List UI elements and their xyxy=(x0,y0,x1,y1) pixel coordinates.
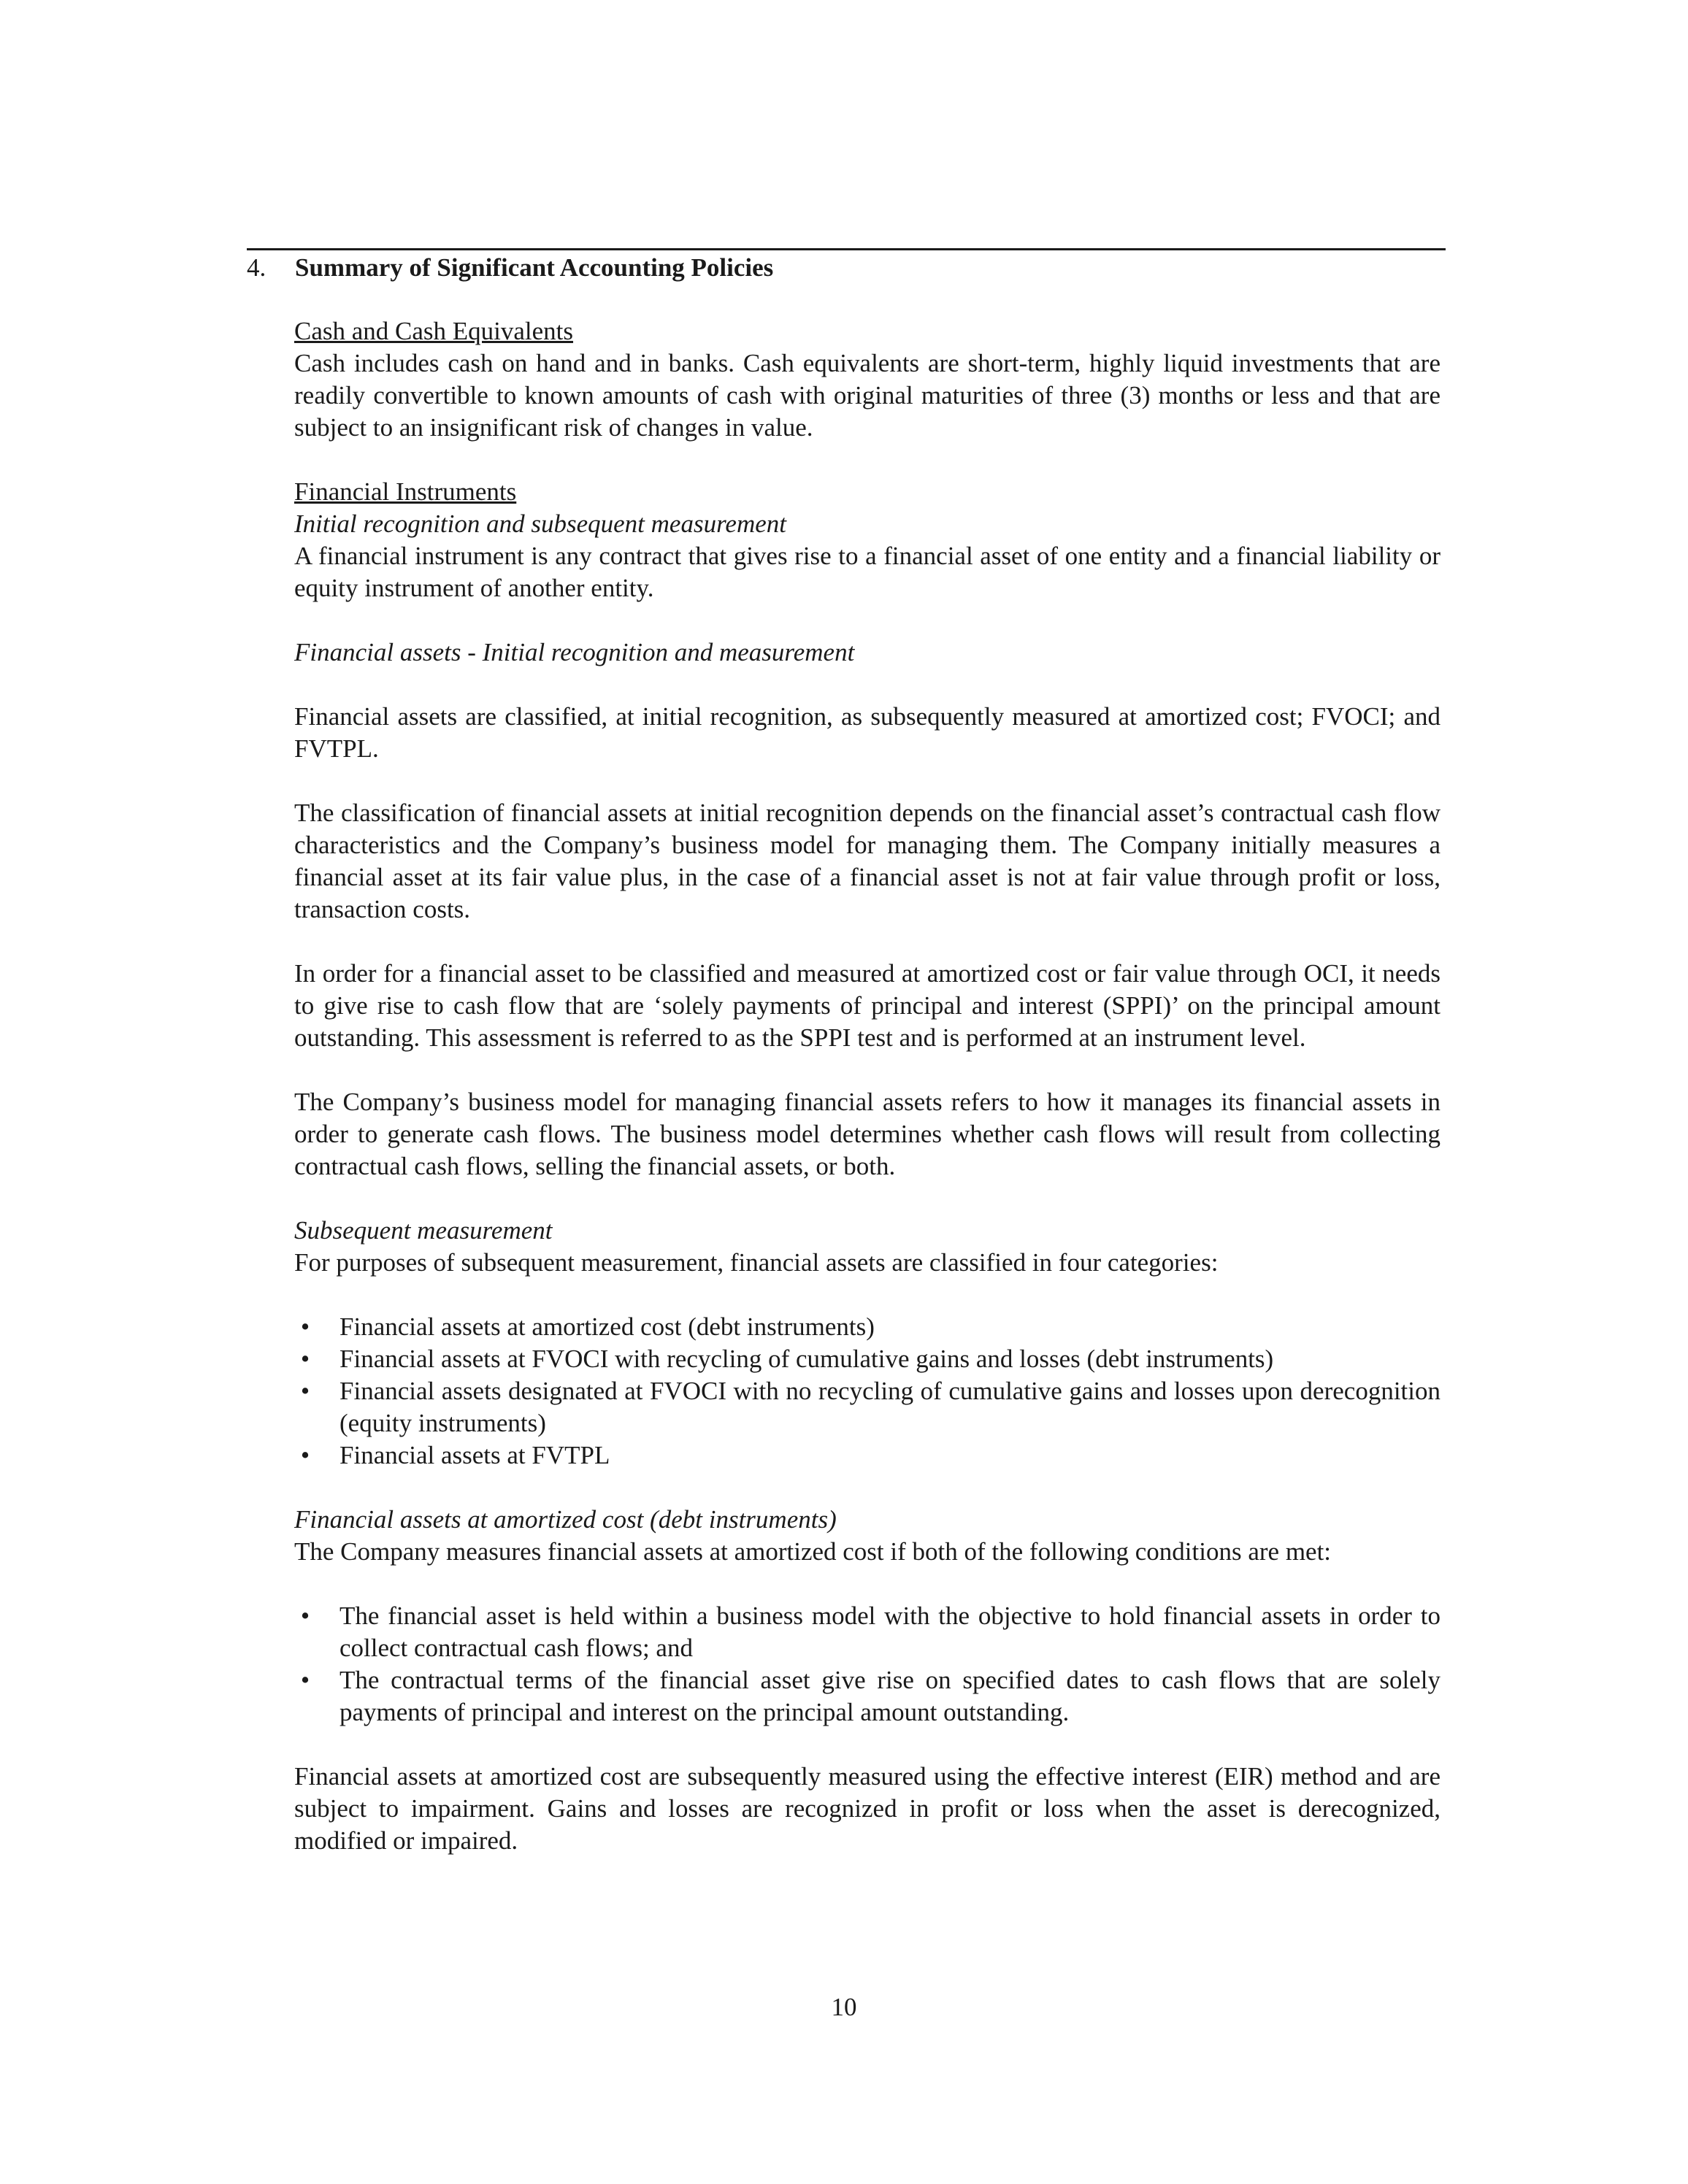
instruments-body: A financial instrument is any contract that gives rise to a financial asset of one entity and a financial liability or equity instrument of another entity. xyxy=(294,542,1440,602)
list-item: • Financial assets at amortized cost (debt instruments) xyxy=(294,1311,1440,1343)
subsequent-intro: For purposes of subsequent measurement, financial assets are classified in four categories: xyxy=(294,1248,1219,1277)
bullet-icon: • xyxy=(300,1602,310,1630)
amortized-subheading: Financial assets at amortized cost (debt instruments) xyxy=(294,1505,837,1534)
list-item: • Financial assets at FVOCI with recycling of cumulative gains and losses (debt instruments) xyxy=(294,1343,1440,1375)
list-item: • Financial assets designated at FVOCI with no recycling of cumulative gains and losses upon derecognition (equity instruments) xyxy=(294,1375,1440,1439)
assets-initial-paragraph-2: The classification of financial assets at initial recognition depends on the financial asset’s contractual cash flow characteristics and the Company’s business model for managing them. The Company initially measures a financial asset at its fair value plus, in the case of a financial asset is not at fair value through profit or loss, transaction costs. xyxy=(294,799,1440,923)
section-title: Summary of Significant Accounting Policies xyxy=(295,253,774,282)
cash-body: Cash includes cash on hand and in banks. Cash equivalents are short-term, highly liquid investments that are readily convertible to known amounts of cash with original maturities of three (3) months or less and that are subject to an insignificant risk of changes in value. xyxy=(294,349,1440,442)
section-heading xyxy=(247,252,1446,284)
bullet-icon: • xyxy=(300,1312,310,1341)
cash-heading: Cash and Cash Equivalents xyxy=(294,317,574,345)
assets-initial-subheading: Financial assets - Initial recognition and measurement xyxy=(294,638,855,666)
list-item: • The financial asset is held within a business model with the objective to hold financial assets in order to collect contractual cash flows; and xyxy=(294,1600,1440,1664)
amortized-condition-list xyxy=(294,1600,1440,1729)
instruments-subheading: Initial recognition and subsequent measurement xyxy=(294,510,786,538)
document-body xyxy=(294,315,1440,1857)
subsequent-subheading: Subsequent measurement xyxy=(294,1216,553,1245)
bullet-icon: • xyxy=(300,1666,310,1694)
list-item: • Financial assets at FVTPL xyxy=(294,1439,1440,1472)
subsequent-category-list xyxy=(294,1311,1440,1472)
instruments-heading: Financial Instruments xyxy=(294,477,517,506)
page-number: 10 xyxy=(831,1993,857,2021)
bullet-icon: • xyxy=(300,1377,310,1405)
amortized-intro: The Company measures financial assets at amortized cost if both of the following conditions are met: xyxy=(294,1537,1332,1566)
section-number: 4. xyxy=(247,253,266,282)
bullet-icon: • xyxy=(300,1441,310,1469)
bullet-icon: • xyxy=(300,1345,310,1373)
section-divider xyxy=(247,248,1446,250)
assets-initial-paragraph-4: The Company’s business model for managing financial assets refers to how it manages its financial assets in order to generate cash flows. The business model determines whether cash flows will result from collecting contractual cash flows, selling the financial assets, or both. xyxy=(294,1088,1440,1180)
assets-initial-paragraph-1: Financial assets are classified, at initial recognition, as subsequently measured at amortized cost; FVOCI; and FVTPL. xyxy=(294,702,1440,763)
amortized-closing: Financial assets at amortized cost are subsequently measured using the effective interest (EIR) method and are subject to impairment. Gains and losses are recognized in profit or loss when the asset is derecognized, modified or impaired. xyxy=(294,1762,1440,1855)
assets-initial-paragraph-3: In order for a financial asset to be classified and measured at amortized cost or fair value through OCI, it needs to give rise to cash flow that are ‘solely payments of principal and interest (SPPI)’ on the principal amount outstanding. This assessment is referred to as the SPPI test and is performed at an instrument level. xyxy=(294,959,1440,1052)
list-item: • The contractual terms of the financial asset give rise on specified dates to cash flows that are solely payments of principal and interest on the principal amount outstanding. xyxy=(294,1664,1440,1729)
